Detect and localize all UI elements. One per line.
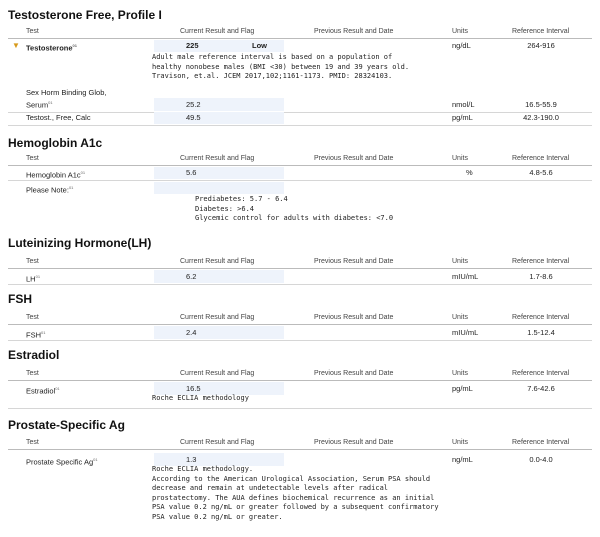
- reference-interval: 7.6-42.6: [527, 384, 555, 393]
- table-row: [8, 40, 592, 86]
- table-row: [8, 167, 592, 181]
- result-value: 16.5: [186, 384, 201, 393]
- table-row: [8, 453, 592, 533]
- table-row: [8, 270, 592, 285]
- test-name: LH$^{01}$: [26, 274, 41, 284]
- result-note: Roche ECLIA methodology. According to the American Urological Association, Serum PSA should decrease and remain at undetectable levels after radical prostatectomy. The AUA defines biochemical recurrence as an initial PSA value 0.2 ng/mL or greater followed by a subsequent confirmatory PSA value 0.2 ng/mL or greater.: [152, 465, 439, 521]
- test-name: Sex Horm Binding Glob, Serum$^{01}$: [26, 88, 107, 110]
- table-header: Test Current Result and Flag Previous Result and Date Units Reference Interval: [8, 153, 592, 166]
- result-value: 49.5: [186, 113, 201, 122]
- table-row: [8, 382, 592, 409]
- test-name: Estradiol$^{01}$: [26, 386, 60, 396]
- units: mIU/mL: [452, 328, 479, 337]
- reference-interval: 1.5-12.4: [527, 328, 555, 337]
- units: pg/mL: [452, 384, 473, 393]
- result-value: 1.3: [186, 455, 197, 464]
- test-name: Testost., Free, Calc: [26, 113, 91, 122]
- result-note: Roche ECLIA methodology: [152, 394, 249, 402]
- table-row: [8, 112, 592, 126]
- section-title: Testosterone Free, Profile I: [8, 8, 162, 22]
- reference-interval: 42.3-190.0: [523, 113, 559, 122]
- section-title: Prostate-Specific Ag: [8, 418, 125, 432]
- section-title: Estradiol: [8, 348, 60, 362]
- test-name: Hemoglobin $A1c^{01}$: [26, 170, 86, 180]
- reference-interval: 4.8-5.6: [529, 168, 553, 177]
- result-note: Adult male reference interval is based on a population of healthy nonobese males (BMI <30) between 19 and 39 years old. Travison, et.al. JCEM 2017,102;1161-1173. PMID: 28324103.: [152, 53, 410, 80]
- result-value: 225: [186, 41, 199, 50]
- section-title: Luteinizing Hormone(LH): [8, 236, 152, 250]
- reference-interval: 264-916: [527, 41, 555, 50]
- test-name: Prostate Specific Ag$^{01}$: [26, 457, 98, 467]
- result-flag: Low: [252, 41, 267, 50]
- result-value: 5.6: [186, 168, 197, 177]
- units: %: [466, 168, 473, 177]
- test-name: Please Note:$^{01}$: [26, 185, 74, 195]
- units: pg/mL: [452, 113, 473, 122]
- units: ng/dL: [452, 41, 471, 50]
- table-row: [8, 326, 592, 341]
- result-value: 2.4: [186, 328, 197, 337]
- reference-interval: 16.5-55.9: [525, 100, 557, 109]
- test-name: Testosterone$^{01}$: [26, 43, 77, 53]
- table-row: [8, 182, 592, 230]
- section-title: FSH: [8, 292, 32, 306]
- result-note: Prediabetes: 5.7 - 6.4 Diabetes: >6.4 Glycemic control for adults with diabetes: <7.0: [195, 195, 394, 222]
- section-title: Hemoglobin A1c: [8, 136, 103, 150]
- units: nmol/L: [452, 100, 475, 109]
- reference-interval: 1.7-8.6: [529, 272, 553, 281]
- abnormal-flag-icon: ▼: [12, 41, 20, 50]
- result-value: 6.2: [186, 272, 197, 281]
- test-name: FSH$^{01}$: [26, 330, 46, 340]
- table-header: Test Current Result and Flag Previous Result and Date Units Reference Interval: [8, 256, 592, 269]
- table-header: Test Current Result and Flag Previous Result and Date Units Reference Interval: [8, 368, 592, 381]
- table-header: Test Current Result and Flag Previous Result and Date Units Reference Interval: [8, 312, 592, 325]
- reference-interval: 0.0-4.0: [529, 455, 553, 464]
- table-header: Test Current Result and Flag Previous Result and Date Units Reference Interval: [8, 26, 592, 39]
- table-header: Test Current Result and Flag Previous Result and Date Units Reference Interval: [8, 437, 592, 450]
- units: ng/mL: [452, 455, 473, 464]
- result-value: 25.2: [186, 100, 201, 109]
- units: mIU/mL: [452, 272, 479, 281]
- table-row: [8, 88, 592, 113]
